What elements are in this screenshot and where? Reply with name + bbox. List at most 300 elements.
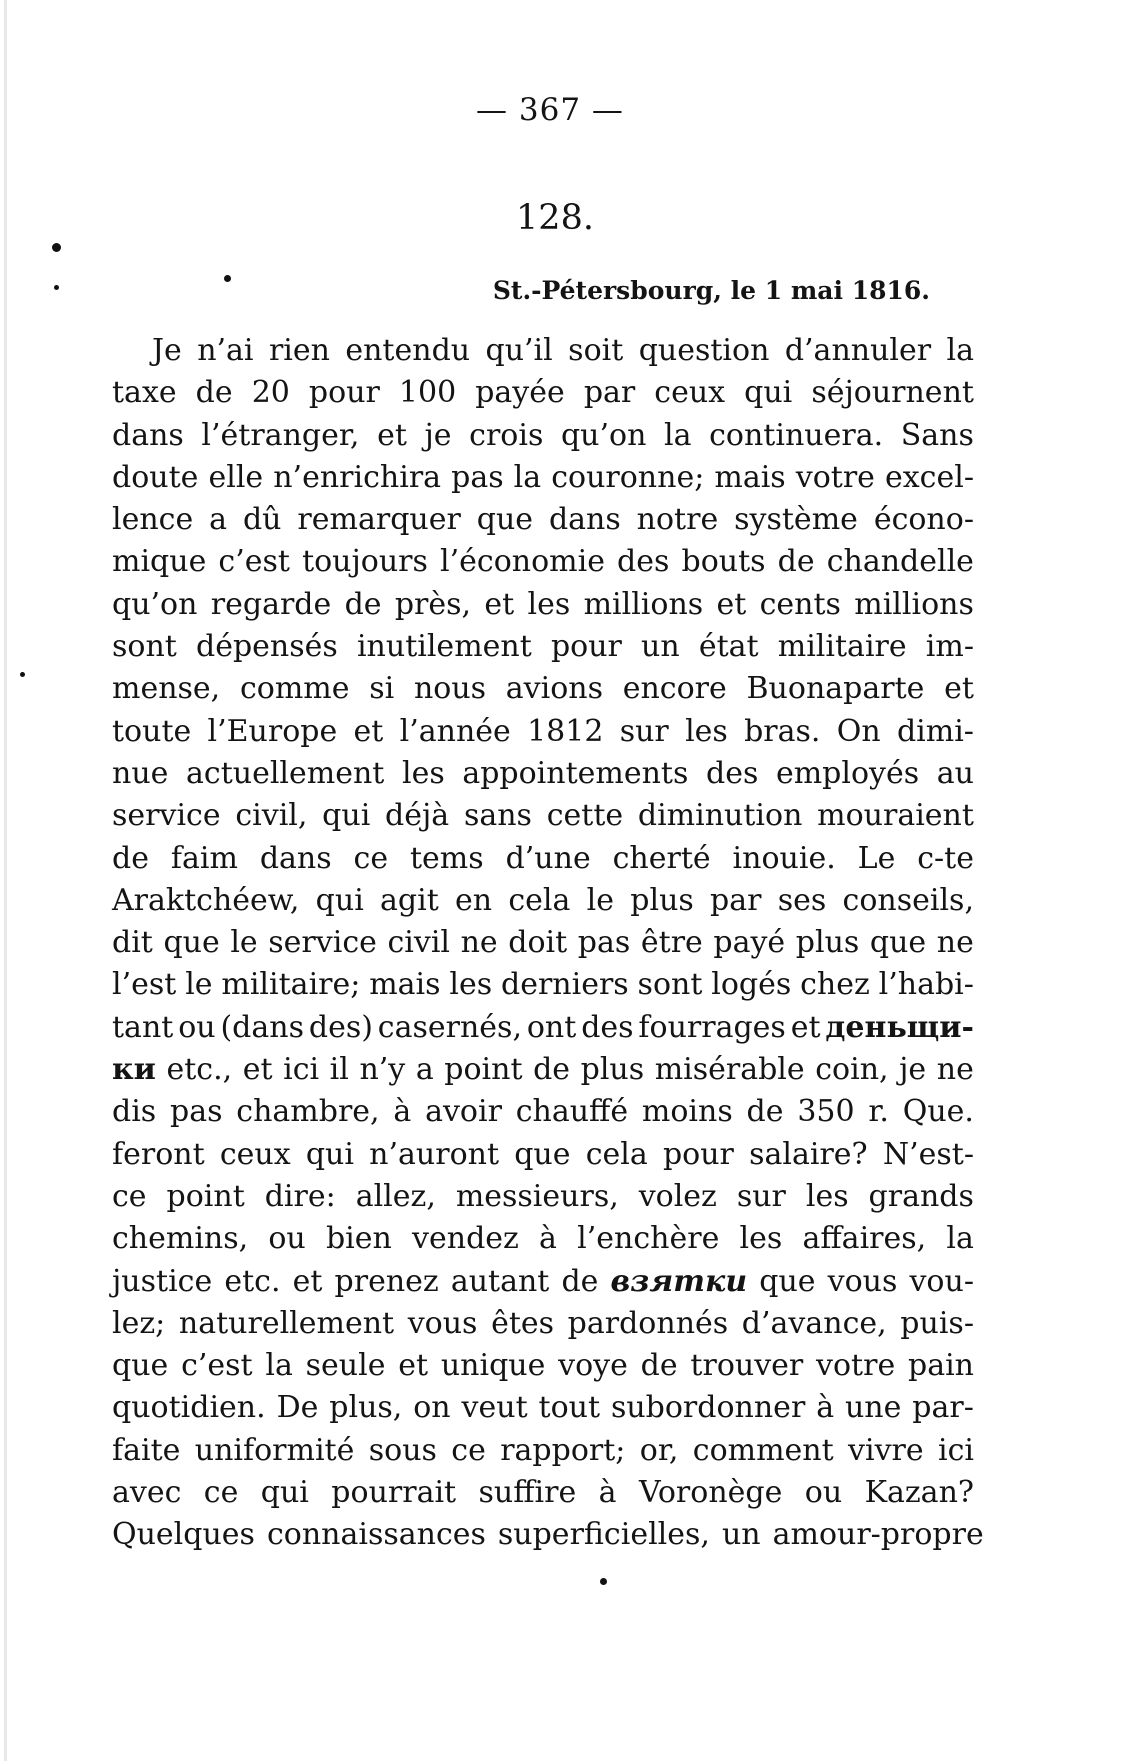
word: votre [816, 1348, 896, 1384]
word: payé [713, 925, 786, 961]
word: r. [868, 1094, 889, 1130]
word: Que. [902, 1094, 974, 1130]
word: dépensés [196, 629, 338, 665]
word: service [112, 798, 221, 834]
word: qui [260, 1475, 309, 1511]
word: sur [619, 713, 669, 749]
text-line [112, 1007, 974, 1049]
text-line [112, 838, 974, 880]
word: les [685, 713, 728, 749]
word: pour [308, 375, 380, 411]
word: point [444, 1052, 523, 1088]
word: de [533, 1052, 571, 1088]
word: tout [538, 1390, 601, 1426]
word: sans [463, 798, 532, 834]
text-line [112, 1218, 974, 1260]
word: civil [387, 925, 451, 961]
word: vous [827, 1263, 898, 1299]
word: uniformité [194, 1432, 355, 1468]
word: je [424, 417, 452, 453]
word: 100 [398, 375, 457, 411]
word: ou [178, 1009, 216, 1045]
word: séjournent [811, 375, 974, 411]
word: et [716, 586, 747, 622]
word: doit [508, 925, 568, 961]
word: veut [461, 1390, 528, 1426]
word: qu’on [112, 586, 198, 622]
word: et [790, 1009, 821, 1045]
word: vou- [909, 1263, 974, 1299]
word: affaires, [802, 1221, 927, 1257]
scan-speck [20, 672, 25, 677]
word: l’enchère [577, 1221, 720, 1257]
word: et [242, 1052, 273, 1088]
word: près, [394, 586, 472, 622]
word: amour-propre [772, 1517, 984, 1553]
word: connaissances [266, 1517, 486, 1553]
word: inutilement [356, 629, 532, 665]
word: que [869, 925, 927, 961]
word: plus [580, 1052, 645, 1088]
word: conseils, [842, 882, 974, 918]
word: logés [711, 967, 792, 1003]
word: doute [112, 459, 199, 495]
word: encore [622, 671, 727, 707]
word: pour [662, 1136, 734, 1172]
word: Quelques [112, 1517, 255, 1553]
word: et [484, 586, 515, 622]
word: millions [583, 586, 704, 622]
text-line [112, 1514, 984, 1556]
word: l’est [112, 967, 177, 1003]
word: On [836, 713, 881, 749]
word: Voronège [638, 1475, 783, 1511]
word: couronne; [551, 459, 705, 495]
word: des) [308, 1009, 373, 1045]
text-line [112, 880, 974, 922]
word: avec [112, 1475, 182, 1511]
text-line [112, 1345, 974, 1387]
word: des [617, 544, 670, 580]
word: continuera. [709, 417, 884, 453]
word: qui [744, 375, 793, 411]
word: la [664, 417, 692, 453]
text-line [112, 753, 974, 795]
word: sont [112, 629, 177, 665]
word: sur [736, 1178, 786, 1214]
word: subordonner [610, 1390, 806, 1426]
word: Sans [900, 417, 974, 453]
word: et [944, 671, 974, 707]
text-line [112, 1176, 974, 1218]
word: crois [469, 417, 544, 453]
word: pas [577, 925, 631, 961]
word: ne [936, 925, 974, 961]
word: etc. [224, 1263, 281, 1299]
word: autant [450, 1263, 550, 1299]
word: et [353, 713, 384, 749]
word: ce [353, 840, 389, 876]
word: pardonnés [567, 1305, 729, 1341]
word: voye [558, 1348, 628, 1384]
word: c-te [917, 840, 974, 876]
text-line [112, 330, 974, 372]
word: à [816, 1390, 835, 1426]
word: a [415, 1052, 434, 1088]
word: c’est [218, 544, 290, 580]
word: chambre, [236, 1094, 380, 1130]
word: à [539, 1221, 557, 1257]
word: que [759, 1263, 816, 1299]
word: feront [112, 1136, 205, 1172]
word: la [265, 1348, 293, 1384]
text-line [112, 1134, 974, 1176]
text-line [112, 668, 974, 710]
word: les [805, 1178, 849, 1214]
word: seule [305, 1348, 386, 1384]
word: payée [475, 375, 565, 411]
word: regarde [210, 586, 332, 622]
word: la [946, 333, 974, 368]
word: trouver [690, 1348, 804, 1384]
word: messieurs, [455, 1178, 619, 1214]
word: les [449, 967, 493, 1003]
word: suffire [478, 1475, 577, 1511]
word: Le [857, 840, 896, 876]
word: N’est- [882, 1136, 974, 1172]
word: au [936, 755, 974, 791]
text-line [112, 1049, 974, 1091]
word: qui [305, 1136, 354, 1172]
word: mique [112, 544, 207, 580]
word: Kazan? [864, 1475, 974, 1511]
word: plus, [329, 1390, 403, 1426]
word: avions [505, 671, 603, 707]
word: (dans [220, 1009, 304, 1045]
word: cela [585, 1136, 648, 1172]
word: chauffé [515, 1094, 629, 1130]
word: système [734, 502, 858, 538]
word: ou [268, 1221, 306, 1257]
word: par [583, 375, 636, 411]
word: les [401, 755, 445, 791]
word: pas [451, 459, 504, 495]
word: la [513, 459, 542, 495]
word: n’auront [369, 1136, 500, 1172]
word: le [230, 925, 258, 961]
word: n’y [359, 1052, 406, 1088]
word: bouts [681, 544, 766, 580]
word: de [195, 375, 233, 411]
word: être [640, 925, 703, 961]
word: de [777, 544, 815, 580]
text-line [112, 1261, 974, 1303]
word: que [514, 1136, 571, 1172]
word: de [344, 586, 382, 622]
word: dimi- [896, 713, 974, 749]
word: et [377, 417, 407, 453]
page-number: — 367 — [476, 92, 624, 128]
word: mouraient [817, 798, 974, 834]
word: pas [170, 1094, 223, 1130]
word: comme [239, 671, 350, 707]
word: ce [451, 1432, 486, 1468]
word: volez [638, 1178, 717, 1214]
word: soit [568, 333, 624, 368]
text-line [112, 1091, 974, 1133]
word: mais [714, 459, 786, 495]
word: chez [800, 967, 870, 1003]
word: nue [112, 755, 169, 791]
word: moins [641, 1094, 733, 1130]
text-line [112, 1472, 974, 1514]
word: superficielles, [497, 1517, 710, 1553]
word: l’habi- [878, 967, 974, 1003]
word: le [185, 967, 213, 1003]
text-line [112, 626, 974, 668]
word: ses [777, 882, 827, 918]
word: 20 [251, 375, 290, 411]
word: par [710, 882, 762, 918]
word: l’économie [440, 544, 605, 580]
word: dit [112, 925, 153, 961]
word: les [527, 586, 571, 622]
word: que [163, 925, 220, 961]
word: d’avance, [741, 1305, 887, 1341]
word: des [706, 755, 759, 791]
word: plus [630, 882, 694, 918]
word: toute [112, 713, 192, 749]
word: unique [440, 1348, 546, 1384]
word: diminution [637, 798, 803, 834]
word: point [166, 1178, 245, 1214]
word: De [276, 1390, 319, 1426]
word: qui [322, 798, 371, 834]
word: puis- [900, 1305, 974, 1341]
word: civil, [235, 798, 308, 834]
word: n’ai [197, 333, 254, 368]
word: remarquer [297, 502, 461, 538]
word: en [455, 882, 493, 918]
word: des [581, 1009, 634, 1045]
word: nous [413, 671, 487, 707]
word: comment [692, 1432, 834, 1468]
word: allez, [355, 1178, 436, 1214]
word: misérable [654, 1052, 805, 1088]
word: chandelle [826, 544, 974, 580]
word: fourrages [638, 1009, 786, 1045]
word: justice [112, 1263, 213, 1299]
word: ne [460, 925, 498, 961]
word: les [739, 1221, 783, 1257]
word: ici [283, 1052, 320, 1088]
word: cherté [612, 840, 711, 876]
word: ки [112, 1052, 156, 1088]
word: et [292, 1263, 323, 1299]
word: une [844, 1390, 902, 1426]
word: militaire [777, 629, 907, 665]
word: à [393, 1094, 412, 1130]
word: naturellement [178, 1305, 395, 1341]
word: l’Europe [207, 713, 338, 749]
word: bien [325, 1221, 392, 1257]
text-line [112, 415, 974, 457]
word: quotidien. [112, 1390, 266, 1426]
letter-body [112, 330, 984, 1557]
word: inouie. [732, 840, 836, 876]
text-line [112, 457, 974, 499]
word: dans [548, 502, 621, 538]
word: d’annuler [784, 333, 932, 368]
word: état [698, 629, 759, 665]
word: faim [170, 840, 238, 876]
word: ici [937, 1432, 974, 1468]
word: faite [112, 1432, 181, 1468]
text-line [112, 541, 974, 583]
word: entendu [345, 333, 471, 368]
word: 1812 [527, 713, 604, 749]
text-line [112, 795, 974, 837]
text-line [112, 584, 974, 626]
word: lez; [112, 1305, 166, 1341]
word: que [476, 502, 534, 538]
word: elle [208, 459, 264, 495]
word: etc., [166, 1052, 233, 1088]
word: on [413, 1390, 451, 1426]
word: l’étranger, [201, 417, 360, 453]
text-line [112, 711, 974, 753]
word: le [586, 882, 615, 918]
word: ceux [219, 1136, 291, 1172]
word: ce [203, 1475, 239, 1511]
word: im- [925, 629, 974, 665]
word: ceux [654, 375, 726, 411]
word: qu’il [485, 333, 553, 368]
word: grands [868, 1178, 974, 1214]
word: et [398, 1348, 429, 1384]
scan-margin-edge [4, 0, 7, 1761]
scan-speck [600, 1578, 607, 1585]
word: agit [380, 882, 439, 918]
word: ce [112, 1178, 147, 1214]
word: je [899, 1052, 927, 1088]
word: appointements [462, 755, 689, 791]
word: d’une [505, 840, 591, 876]
word: l’année [399, 713, 511, 749]
word: mense, [112, 671, 221, 707]
scan-speck [54, 285, 59, 290]
letter-number: 128. [516, 198, 594, 238]
word: de [112, 840, 149, 876]
word: a [209, 502, 228, 538]
word: pain [907, 1348, 974, 1384]
word: employés [775, 755, 920, 791]
word: taxe [112, 375, 177, 411]
word: sont [637, 967, 703, 1003]
word: взятки [610, 1263, 748, 1299]
word: qui [315, 882, 364, 918]
word: écono- [873, 502, 974, 538]
text-line [112, 964, 974, 1006]
word: Je [152, 333, 182, 368]
word: Buonaparte [746, 671, 925, 707]
word: bras. [744, 713, 821, 749]
word: de [746, 1094, 784, 1130]
word: rapport; [500, 1432, 626, 1468]
text-line [112, 1430, 974, 1472]
word: déjà [385, 798, 450, 834]
word: dans [259, 840, 332, 876]
word: plus [795, 925, 860, 961]
word: actuellement [186, 755, 385, 791]
word: mais [369, 967, 441, 1003]
word: cette [546, 798, 624, 834]
word: chemins, [112, 1221, 249, 1257]
word: cents [759, 586, 841, 622]
word: votre [795, 459, 875, 495]
word: la [946, 1221, 974, 1257]
word: avoir [425, 1094, 502, 1130]
word: ne [936, 1052, 974, 1088]
word: lence [112, 502, 194, 538]
word: êtes [491, 1305, 555, 1341]
text-line [112, 1387, 974, 1429]
word: dis [112, 1094, 157, 1130]
word: coin, [815, 1052, 889, 1088]
word: si [369, 671, 395, 707]
word: un [721, 1517, 761, 1553]
text-line [112, 922, 974, 964]
word: pour [550, 629, 622, 665]
text-line [112, 499, 974, 541]
word: excel- [885, 459, 974, 495]
word: un [641, 629, 680, 665]
word: prenez [334, 1263, 439, 1299]
word: cela [508, 882, 571, 918]
word: pourrait [331, 1475, 457, 1511]
word: vivre [848, 1432, 924, 1468]
text-line [112, 1303, 974, 1345]
word: qu’on [560, 417, 647, 453]
word: ou [804, 1475, 843, 1511]
dateline: St.-Pétersbourg, le 1 mai 1816. [492, 276, 930, 305]
word: vous [407, 1305, 478, 1341]
word: par- [912, 1390, 974, 1426]
word: dû [242, 502, 282, 538]
word: dans [112, 417, 184, 453]
word: ont [526, 1009, 577, 1045]
word: c’est [181, 1348, 253, 1384]
word: tant [112, 1009, 174, 1045]
word: or, [639, 1432, 679, 1468]
word: que [112, 1348, 169, 1384]
word: derniers [500, 967, 629, 1003]
scan-speck [52, 243, 61, 252]
word: sous [368, 1432, 437, 1468]
word: service [268, 925, 377, 961]
word: Araktchéew, [112, 882, 300, 918]
word: 350 [797, 1094, 855, 1130]
word: rien [268, 333, 330, 368]
word: millions [854, 586, 974, 622]
word: à [598, 1475, 617, 1511]
word: casernés, [377, 1009, 522, 1045]
text-line [112, 372, 974, 414]
word: toujours [302, 544, 428, 580]
word: de [640, 1348, 678, 1384]
word: n’enrichira [273, 459, 442, 495]
word: dire: [264, 1178, 336, 1214]
